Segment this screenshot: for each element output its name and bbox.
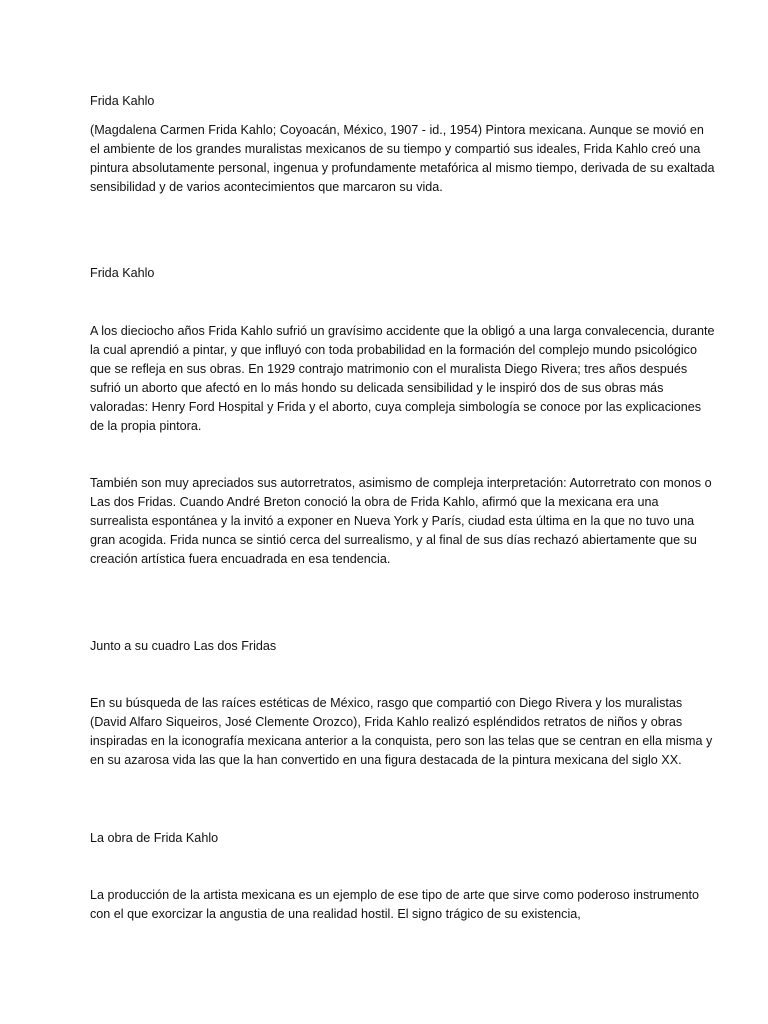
heading-frida-kahlo: Frida Kahlo: [90, 94, 155, 108]
heading-obra: La obra de Frida Kahlo: [90, 831, 219, 845]
paragraph-production: La producción de la artista mexicana es un ejemplo de ese tipo de arte que sirve como poderoso instrumento con el que exorcizar la angustia de una realidad hostil. El signo trágico de su existencia,: [90, 888, 700, 921]
paragraph-intro: (Magdalena Carmen Frida Kahlo; Coyoacán, México, 1907 - id., 1954) Pintora mexicana. Aunque se movió en el ambiente de los grandes muralistas mexicanos de su tiempo y compartió sus ideales, Frida Kahlo creó una pintura absolutamente personal, ingenua y profundamente metafórica al mismo tiempo, derivada de su exaltada sensibilidad y de varios acontecimientos que marcaron su vida.: [90, 123, 715, 194]
heading-las-dos-fridas: Junto a su cuadro Las dos Fridas: [90, 639, 277, 653]
paragraph-roots: En su búsqueda de las raíces estéticas de México, rasgo que compartió con Diego Rivera y los muralistas (David Alfaro Siqueiros, José Clemente Orozco), Frida Kahlo realizó espléndidos retratos de niños y obras inspiradas en la iconografía mexicana anterior a la conquista, pero son las telas que se centran en ella misma y en su azarosa vida las que la han convertido en una figura destacada de la pintura mexicana del siglo XX.: [90, 696, 713, 767]
heading-frida-kahlo-2: Frida Kahlo: [90, 266, 155, 280]
paragraph-accident: A los dieciocho años Frida Kahlo sufrió un gravísimo accidente que la obligó a una larga convalecencia, durante la cual aprendió a pintar, y que influyó con toda probabilidad en la formación del complejo mundo psicológico que se refleja en sus obras. En 1929 contrajo matrimonio con el muralista Diego Rivera; tres años después sufrió un aborto que afectó en lo más hondo su delicada sensibilidad y le inspiró dos de sus obras más valoradas: Henry Ford Hospital y Frida y el aborto, cuya compleja simbología se conoce por las explicaciones de la propia pintora.: [90, 324, 715, 433]
paragraph-self-portraits: También son muy apreciados sus autorretratos, asimismo de compleja interpretación: Autorretrato con monos o Las dos Fridas. Cuando André Breton conoció la obra de Frida Kahlo, afirmó que la mexicana era una surrealista espontánea y la invitó a exponer en Nueva York y París, ciudad esta última en la que no tuvo una gran acogida. Frida nunca se sintió cerca del surrealismo, y al final de sus días rechazó abiertamente que su creación artística fuera encuadrada en esa tendencia.: [90, 476, 712, 566]
